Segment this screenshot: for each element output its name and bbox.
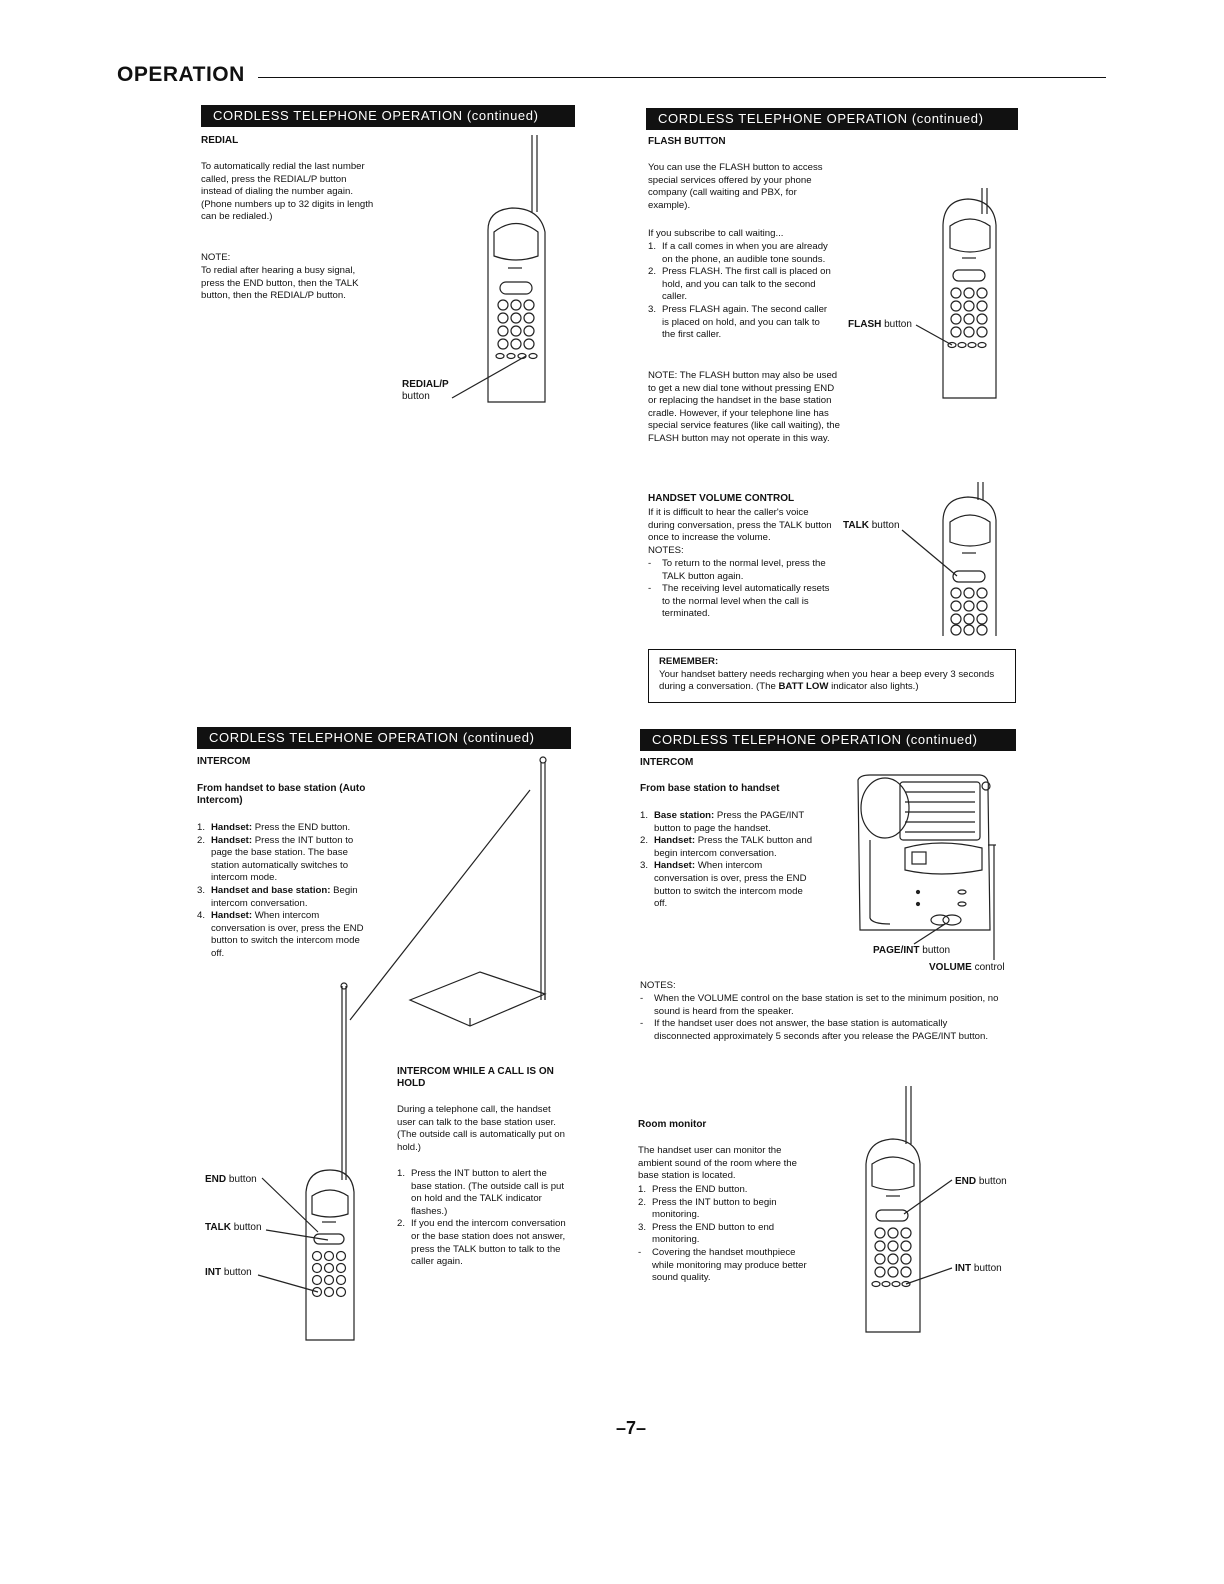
hold-title: INTERCOM WHILE A CALL IS ON HOLD <box>397 1066 554 1089</box>
list-item: 1. Handset: Press the END button. <box>197 822 351 833</box>
remember-label: REMEMBER: <box>659 656 719 667</box>
list-item: 1. Base station: Press the PAGE/INT button to page the handset. <box>640 810 805 834</box>
talk-callout: TALK button <box>843 520 900 531</box>
list-item: 2. Handset: Press the INT button to page the base station. The base station automatically switches to intercom mode. <box>197 834 354 884</box>
section-banner-intercom-right: CORDLESS TELEPHONE OPERATION (continued) <box>640 729 1016 751</box>
room-title: Room monitor <box>638 1119 707 1130</box>
list-item: 2. Press the INT button to begin monitoring. <box>638 1196 777 1221</box>
page-title: OPERATION <box>117 63 245 86</box>
page-number: –7– <box>616 1418 647 1438</box>
list-item: 1. If a call comes in when you are already on the phone, an audible tone sounds. <box>648 241 828 265</box>
remember-text: Your handset battery needs recharging when you hear a beep every 3 seconds during a conversation. (The BATT LOW indicator also lights.) <box>659 668 995 693</box>
section-banner-flash: CORDLESS TELEPHONE OPERATION (continued) <box>646 108 1018 130</box>
list-item: - If the handset user does not answer, the base station is automatically disconnected approximately 5 seconds after you release the PAGE/INT button. <box>640 1018 989 1042</box>
int-callout-right: INT button <box>955 1263 1002 1274</box>
talk-callout-left: TALK button <box>205 1222 262 1233</box>
flash-callout: FLASH button <box>848 319 912 330</box>
redial-body: To automatically redial the last number called, press the REDIAL/P button instead of dialing the number again. (Phone numbers up to 32 digits in length can be redialed.) <box>201 161 374 223</box>
list-item: - To return to the normal level, press the TALK button again. <box>648 558 826 582</box>
intercom-right-title: INTERCOM <box>640 757 694 768</box>
flash-title: FLASH BUTTON <box>648 136 726 147</box>
int-callout-left: INT button <box>205 1267 252 1278</box>
room-body: The handset user can monitor the ambient sound of the room where the base station is located. <box>638 1145 797 1182</box>
intercom-left-title: INTERCOM <box>197 756 251 767</box>
volume-notes-label: NOTES: <box>648 545 684 556</box>
list-item: - When the VOLUME control on the base station is set to the minimum position, no sound is heard from the speaker. <box>640 993 999 1017</box>
list-item: - The receiving level automatically resets to the normal level when the call is terminated. <box>648 583 830 620</box>
list-item: 1. Press the END button. <box>638 1184 748 1195</box>
list-item: 2. If you end the intercom conversation or the base station does not answer, press the TALK button to talk to the caller again. <box>397 1218 566 1268</box>
hold-body: During a telephone call, the handset user can talk to the base station user. (The outside call is automatically put on hold.) <box>397 1104 565 1153</box>
list-item: 2. Handset: Press the TALK button and begin intercom conversation. <box>640 835 813 859</box>
flash-note: NOTE: The FLASH button may also be used to get a new dial tone without pressing END or replacing the handset in the base station cradle. However, if your telephone line has special service features (like call waiting), the FLASH button may not operate in this way. <box>648 370 840 444</box>
list-item: 4. Handset: When intercom conversation is over, press the END button to switch the intercom mode off. <box>197 910 364 959</box>
redial-callout-bold: REDIAL/P <box>402 379 449 390</box>
intercom-right-subtitle: From base station to handset <box>640 783 780 794</box>
list-item: 3. Press the END button to end monitoring. <box>638 1221 775 1246</box>
volume-control-callout: VOLUME control <box>929 962 1005 973</box>
list-item: 1. Press the INT button to alert the base station. (The outside call is put on hold and the TALK indicator flashes.) <box>397 1168 565 1217</box>
list-item: - Covering the handset mouthpiece while monitoring may produce better sound quality. <box>638 1246 807 1284</box>
end-callout-right: END button <box>955 1176 1007 1187</box>
volume-body: If it is difficult to hear the caller's voice during conversation, press the TALK button once to increase the volume. <box>648 507 832 544</box>
flash-subscribe: If you subscribe to call waiting... <box>648 228 784 239</box>
intercom-left-subtitle: From handset to base station (Auto Intercom) <box>197 783 366 806</box>
page-int-callout: PAGE/INT button <box>873 945 951 956</box>
redial-note-body: To redial after hearing a busy signal, press the END button, then the TALK button, then the REDIAL/P button. <box>201 265 359 302</box>
intercom-right-notes-label: NOTES: <box>640 980 676 991</box>
list-item: 3. Press FLASH again. The second caller is placed on hold, and you can talk to the first caller. <box>648 303 828 341</box>
flash-intro: You can use the FLASH button to access special services offered by your phone company (call waiting and PBX, for example). <box>648 162 823 211</box>
redial-note-label: NOTE: <box>201 252 231 263</box>
redial-title: REDIAL <box>201 135 239 146</box>
volume-title: HANDSET VOLUME CONTROL <box>648 493 795 504</box>
list-item: 3. Handset and base station: Begin intercom conversation. <box>197 884 358 909</box>
redial-callout-text: button <box>402 391 430 402</box>
end-callout-left: END button <box>205 1174 257 1185</box>
section-banner-intercom-left: CORDLESS TELEPHONE OPERATION (continued) <box>197 727 571 749</box>
list-item: 2. Press FLASH. The first call is placed on hold, and you can talk to the second caller. <box>648 266 831 303</box>
section-banner-redial: CORDLESS TELEPHONE OPERATION (continued) <box>201 105 575 127</box>
list-item: 3. Handset: When intercom conversation is over, press the END button to switch the intercom mode off. <box>640 860 807 910</box>
